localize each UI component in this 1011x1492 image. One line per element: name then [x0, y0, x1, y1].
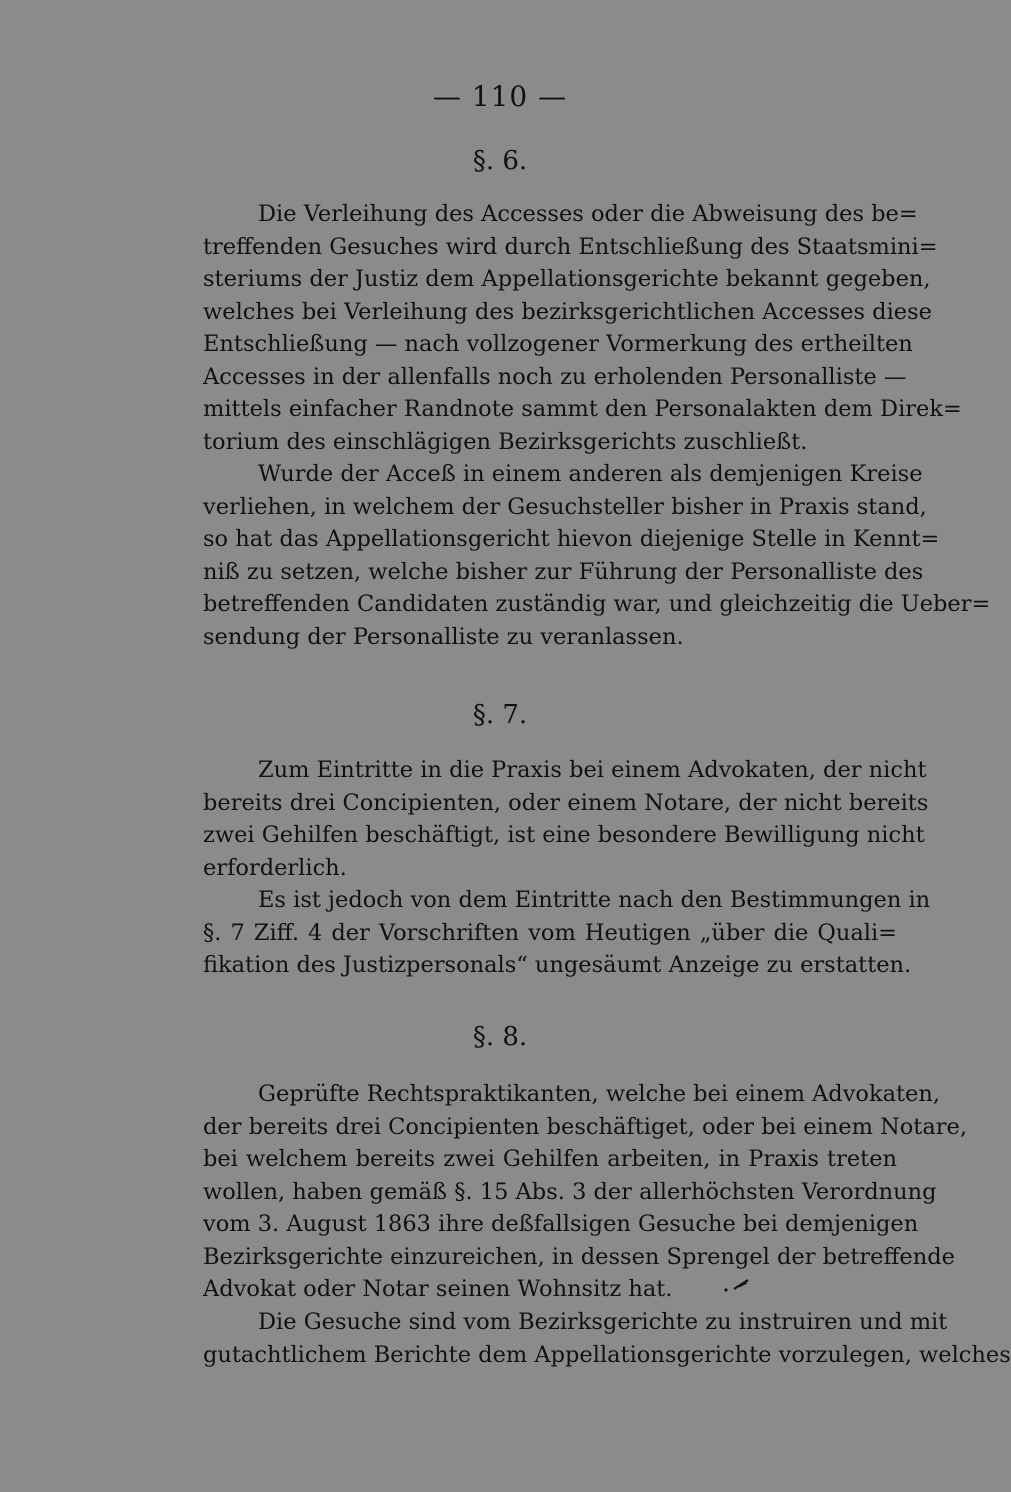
text-line: Geprüfte Rechtspraktikanten, welche bei einem Advokaten, — [258, 1081, 941, 1107]
text-line: torium des einschlägigen Bezirksgerichts zuschließt. — [203, 428, 808, 455]
text-line: steriums der Justiz dem Appellationsgerichte bekannt gegeben, — [203, 266, 931, 292]
text-line: Accesses in der allenfalls noch zu erholenden Personalliste — — [203, 363, 907, 390]
page-number: — 110 — — [432, 80, 568, 113]
ink-mark-icon — [722, 1275, 752, 1295]
text-line: mittels einfacher Randnote sammt den Personalakten dem Direk= — [203, 396, 962, 422]
text-line: zwei Gehilfen beschäftigt, ist eine besondere Bewilligung nicht — [203, 822, 925, 848]
text-line: bereits drei Concipienten, oder einem Notare, der nicht bereits — [203, 789, 929, 816]
paragraph-6-2 — [203, 458, 991, 653]
text-line: gutachtlichem Berichte dem Appellationsgerichte vorzulegen, welches — [203, 1341, 1011, 1368]
text-line: Die Verleihung des Accesses oder die Abweisung des be= — [258, 201, 918, 227]
text-line: bei welchem bereits zwei Gehilfen arbeiten, in Praxis treten — [203, 1146, 897, 1172]
text-line: Zum Eintritte in die Praxis bei einem Advokaten, der nicht — [258, 757, 927, 783]
text-line: treffenden Gesuches wird durch Entschließung des Staatsmini= — [203, 233, 938, 260]
text-line: wollen, haben gemäß §. 15 Abs. 3 der allerhöchsten Verordnung — [203, 1178, 937, 1205]
text-line: Die Gesuche sind vom Bezirksgerichte zu instruiren und mit — [258, 1309, 948, 1335]
text-line: der bereits drei Concipienten beschäftiget, oder bei einem Notare, — [203, 1113, 967, 1140]
paragraph-7-2 — [203, 884, 931, 982]
text-line: so hat das Appellationsgericht hievon diejenige Stelle in Kennt= — [203, 526, 940, 552]
paragraph-7-1 — [203, 754, 929, 884]
section-heading-8: §. 8. — [472, 1022, 528, 1052]
text-line: §. 7 Ziff. 4 der Vorschriften vom Heutigen „über die Quali= — [203, 919, 897, 946]
text-line: Entschließung — nach vollzogener Vormerkung des ertheilten — [203, 331, 913, 357]
text-line: Es ist jedoch von dem Eintritte nach den Bestimmungen in — [258, 887, 931, 913]
paragraph-8-2 — [203, 1306, 1011, 1371]
text-line: niß zu setzen, welche bisher zur Führung der Personalliste des — [203, 558, 924, 585]
paragraph-8-1 — [203, 1078, 967, 1306]
text-line: erforderlich. — [203, 854, 347, 881]
text-line: welches bei Verleihung des bezirksgerichtlichen Accesses diese — [203, 298, 932, 325]
text-line: sendung der Personalliste zu veranlassen. — [203, 623, 684, 650]
section-heading-6: §. 6. — [472, 146, 528, 176]
paragraph-6-1 — [203, 198, 962, 458]
text-line: verliehen, in welchem der Gesuchsteller bisher in Praxis stand, — [203, 493, 927, 520]
text-line: vom 3. August 1863 ihre deßfallsigen Gesuche bei demjenigen — [203, 1211, 919, 1237]
section-heading-7: §. 7. — [472, 700, 528, 730]
text-line: Bezirksgerichte einzureichen, in dessen Sprengel der betreffende — [203, 1243, 955, 1270]
text-line: fikation des Justizpersonals“ ungesäumt Anzeige zu erstatten. — [203, 952, 912, 978]
text-line: betreffenden Candidaten zuständig war, und gleichzeitig die Ueber= — [203, 591, 991, 617]
text-line: Wurde der Acceß in einem anderen als demjenigen Kreise — [258, 461, 923, 487]
text-line: Advokat oder Notar seinen Wohnsitz hat. — [203, 1276, 673, 1302]
